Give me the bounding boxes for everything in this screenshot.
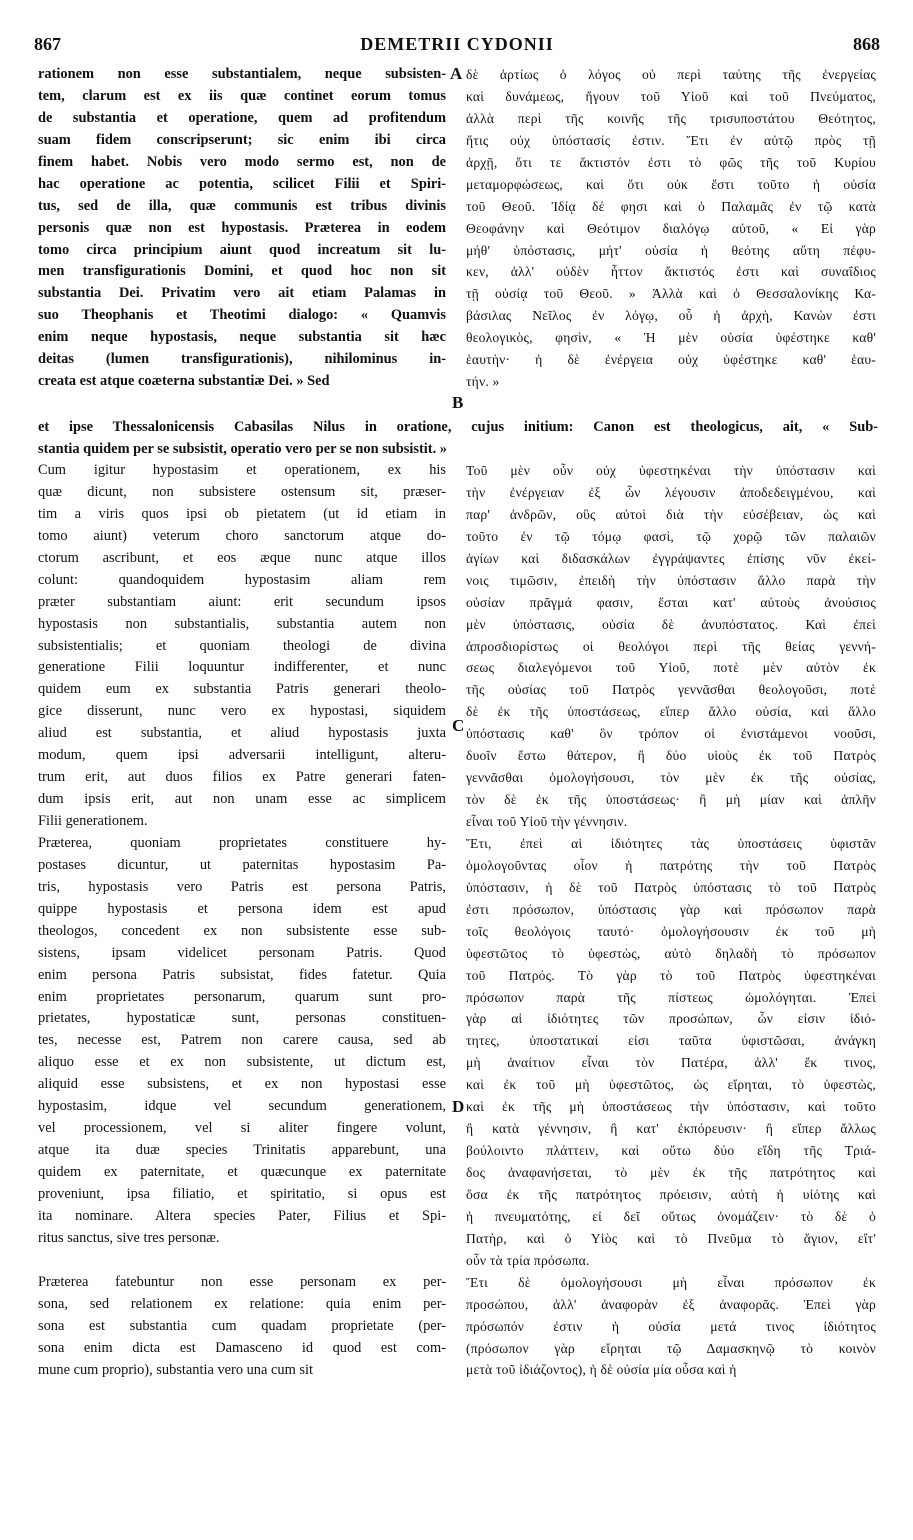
text-line: deitas (lumen transfigurationis), nihilominus in- (38, 351, 446, 368)
text-line: τοῦ Θεοῦ. Ἰδίᾳ δέ φησι καὶ ὁ Παλαμᾶς ἐν τῷ κατὰ (466, 198, 876, 214)
text-line: τῆς οὐσίας τοῦ Πατρὸς γεννᾶσθαι θεολογοῦσι, ποτὲ (466, 682, 876, 698)
text-line: (πρόσωπον γὰρ εἴρηται τῷ Δαμασκηνῷ τὸ κοινὸν (466, 1340, 876, 1356)
text-line: aliquo esse et ex non subsistente, ut dictum est, (38, 1054, 446, 1071)
text-line: Cum igitur hypostasim et operationem, ex his (38, 462, 446, 478)
text-line: πρόσωπον παρὰ τῆς πίστεως ὡμολόγηται. Ἐπεὶ (466, 989, 876, 1005)
text-line: ἑαυτὴν· ἡ δὲ ἐνέργεια οὐχ ὑφέστηκε καθ' ἑαυ- (466, 352, 876, 368)
text-line: ἢ κατὰ γέννησιν, ἢ κατ' ἐκπόρευσιν· ἢ εἴπερ ἄλλως (466, 1121, 876, 1137)
text-line: enim proprietates personarum, quarum sunt pro- (38, 988, 446, 1005)
text-line: aliquid esse subsistens, et ex non hypostasi esse (38, 1076, 446, 1093)
text-line: creata est atque coæterna substantiæ Dei. » Sed (38, 373, 330, 390)
text-line: vel processionem, vel si aliter fingere volunt, (38, 1120, 446, 1137)
text-line: Præterea fatebuntur non esse personam ex per- (38, 1273, 446, 1290)
text-line: παρ' ἀνδρῶν, οὓς αὐτοὶ διὰ τὴν εὐσέβειαν, ὡς καὶ (466, 506, 876, 522)
text-line: τήν. » (466, 374, 500, 390)
text-line: δος ἀναφανήσεται, τὸ μὲν ἐκ τῆς πατρότητος καὶ (466, 1165, 876, 1180)
text-line: postases dicuntur, ut paternitas hypostasim Pa- (38, 856, 446, 873)
text-line: mune cum proprio), substantia vero una cum sit (38, 1361, 313, 1378)
text-line: προσώπου, ἀλλ' ἀναφορὰν ἐξ ἀναφορᾶς. Ἐπεὶ γὰρ (466, 1296, 876, 1312)
text-line: substantia Dei. Privatim vero ait etiam Palamas in (38, 285, 446, 302)
text-line: finem habet. Nobis vero modo sermo est, non de (38, 153, 446, 170)
text-line: tem, clarum est ex iis quæ continet eorum tomus (38, 87, 446, 104)
text-line: ctorum ascribunt, et eos æque nunc atque illos (38, 549, 446, 566)
text-line: δὲ ἀρτίως ὁ λόγος οὐ περὶ ταύτης τῆς ἐνεργείας (466, 67, 876, 82)
text-line: σεως διαλεγόμενοι τοῦ Υἱοῦ, ποτὲ μὲν αὐτὸν ἐκ (466, 660, 876, 676)
latin-column-top (38, 64, 446, 393)
text-line: de substantia et operatione, quem ad profitendum (38, 109, 446, 126)
text-line: ἀπροσδιορίστως οἱ θεολόγοι περὶ τῆς θείας γεννή- (466, 638, 876, 654)
text-line: τοῖς θεολόγοις ταυτό· ὁμολογήσουσιν ἐκ τοῦ μὴ (466, 923, 876, 939)
text-line: ἀρχῇ, ὅτι τε ἄκτιστόν ἐστι τὸ φῶς τῆς τοῦ Κυρίου (466, 154, 876, 170)
text-line: νοις τιμῶσιν, ἐπειδὴ τὴν ὑπόστασιν ἄλλο παρὰ τὴν (466, 572, 876, 588)
text-line: quidem ex paternitate, et quæcunque ex paternitate (38, 1164, 446, 1180)
text-line: ὑφεστῶτος τὸ ὑφεστὼς, αὐτὸ δηλαδὴ τὸ πρόσωπον (466, 945, 876, 961)
text-line: μὲν ὑπόστασις, οὐσία δὲ ἀνυπόστατος. Καὶ ἐπεὶ (466, 616, 876, 632)
text-line: Τοῦ μὲν οὖν οὐχ ὑφεστηκέναι τὴν ὑπόστασιν καὶ (466, 463, 876, 478)
text-line: sistens, ipsam videlicet personam Patris. Quod (38, 944, 446, 961)
running-title: DEMETRII CYDONII (360, 34, 554, 54)
text-line: τητες, ὑποστατικαί εἰσι ταῦτα ὑφιστῶσαι, ἀνάγκη (466, 1033, 876, 1049)
text-line: trum erit, aut duos filios ex Patre generari faten- (38, 769, 446, 786)
text-line: τοῦτο ἐν τῷ τόμῳ φασὶ, τῷ χορῷ τῶν παλαιῶν (466, 528, 876, 544)
text-line: ὅσα ἐκ τῆς πατρότητος πρόεισιν, αὐτὴ ἡ υἱότης καὶ (466, 1186, 876, 1202)
text-line: Ἔτι δὲ ὁμολογήσουσι μὴ εἶναι πρόσωπον ἐκ (466, 1274, 876, 1290)
page-number-left: 867 (34, 34, 61, 54)
text-line: quidem eum ex substantia Patris generari theolo- (38, 681, 446, 698)
text-line: gice disserunt, nunc vero ex hypostasi, siquidem (38, 703, 446, 720)
text-line: personis quæ non est hypostasis. Præterea in eodem (38, 219, 446, 236)
section-marker-d: D (452, 1097, 465, 1116)
text-line: ἡ πνευματότης, εἰ δεῖ οὕτως ὀνομάζειν· τὸ δὲ ὁ (466, 1208, 876, 1224)
text-line: ἐστι πρόσωπον, ὑπόστασις γὰρ καὶ πρόσωπον παρὰ (466, 901, 876, 917)
latin-column-bottom (38, 460, 446, 1381)
text-line: Præterea, quoniam proprietates constituere hy- (38, 834, 446, 851)
text-line: ita nominare. Altera species Pater, Filius et Spi- (38, 1207, 446, 1224)
text-line: tomo aiunt) veterum choro sanctorum atque do- (38, 527, 446, 544)
text-line: sona enim dicta est Damasceno id quod est com- (38, 1339, 446, 1356)
text-line: τῇ οὐσίᾳ τοῦ Θεοῦ. » Ἀλλὰ καὶ ὁ Θεσσαλονίκης Κα- (466, 286, 876, 302)
text-line: tim a viris quos ipsi ob pietatem (ut id etiam in (38, 505, 446, 522)
greek-column-top (466, 64, 876, 393)
spanning-paragraph (38, 417, 878, 461)
text-line: ὑπόστασιν, ἡ δὲ τοῦ Πατρὸς ὑπόστασις τὸ τοῦ Πατρὸς (466, 879, 876, 895)
text-line: δυοῖν ἔστω θάτερον, ἢ δύο υἱοὺς ἐκ τοῦ Πατρὸς (466, 748, 876, 764)
text-line: τὴν ἐνέργειαν ἐξ ὧν λέγουσιν ἀποδεδειγμένου, καὶ (466, 484, 876, 500)
text-line: βούλοιντο πλάττειν, καὶ οὕτω δύο εἴδη τῆς Τριά- (466, 1143, 876, 1159)
text-line: ὁμολογοῦντας οἷον ἡ πατρότης τὴν τοῦ Πατρὸς (466, 857, 876, 873)
text-line: suo Theophanis et Theotimi dialogo: « Quamvis (38, 307, 446, 324)
text-line: θεολογικὸς, φησὶν, « Ἡ μὲν οὐσία ὑφέστηκε καθ' (466, 330, 876, 346)
text-line: rationem non esse substantialem, neque subsisten- (38, 66, 446, 82)
text-line: μεταμορφώσεως, καὶ ὅτι οὐκ ἔστι τοῦτο ἡ οὐσία (466, 176, 876, 192)
text-line: tomo circa principium aiunt quod increatum sit lu- (38, 241, 446, 258)
text-line: Filii generationem. (38, 813, 148, 829)
text-line: atque ita duæ species Trinitatis apparebunt, una (38, 1142, 446, 1159)
text-line: stantia quidem per se subsistit, operatio vero per se non subsistit. » (38, 440, 447, 457)
text-line: κεν, ἀλλ' οὐδὲν ἧττον ἄκτιστός ἐστι καὶ συναΐδιος (466, 264, 876, 280)
text-line: quippe hypostasis et persona idem est apud (38, 900, 446, 917)
text-line: καὶ δυνάμεως, ἤγουν τοῦ Υἱοῦ καὶ τοῦ Πνεύματος, (466, 88, 876, 104)
text-line: καὶ ἐκ τῆς μὴ ὑποστάσεως τὴν ὑπόστασιν, καὶ τοῦτο (466, 1099, 876, 1115)
text-line: Πατὴρ, καὶ ὁ Υἱὸς καὶ τὸ Πνεῦμα τὸ ἅγιον, εἴτ' (466, 1230, 876, 1246)
text-line: hypostasis non substantialis, substantia autem non (38, 615, 446, 632)
text-line: suam fidem conscripserunt; sic enim ibi circa (38, 131, 446, 148)
text-line: οὐσίαν πρᾶγμά φασιν, ἔσται κατ' αὐτοὺς ἀνούσιος (466, 594, 876, 610)
running-header (34, 34, 880, 60)
text-line: Θεοφάνην καὶ Θεότιμον διαλόγῳ αὐτοῦ, « Εἰ γὰρ (466, 220, 876, 236)
text-line: sona est substantia cum quadam proprietate (per- (38, 1317, 446, 1334)
section-marker-a: A (450, 64, 463, 83)
text-line: enim neque hypostasis, neque substantia sit hæc (38, 329, 446, 346)
text-line: μήθ' ὑπόστασις, μήτ' οὐσία ἡ θεότης αὕτη πέφυ- (466, 242, 876, 258)
text-line: ἥτις οὐχ ὑπόστασίς ἐστιν. Ἔτι ἐν αὐτῷ πρὸς τῇ (466, 132, 876, 148)
text-line: præter substantiam aiunt: erit secundum ipsos (38, 593, 446, 610)
text-line: ritus sanctus, sive tres personæ. (38, 1229, 220, 1246)
text-line: enim persona Patris subsistat, fides fatetur. Quia (38, 966, 446, 983)
text-line: τοῦ Πατρός. Τὸ γὰρ τὸ τοῦ Πατρὸς ὑφεστηκέναι (466, 967, 876, 983)
text-line: tris, hypostasis vero Patris est persona Patris, (38, 878, 446, 895)
section-marker-c: C (452, 716, 465, 735)
text-line: εἶναι τοῦ Υἱοῦ τὴν γέννησιν. (466, 814, 628, 829)
text-line: hypostasim, idque vel secundum generationem, (38, 1098, 446, 1115)
text-line: tus, sed de illa, quæ communis est tribus divinis (38, 197, 446, 214)
text-line: generatione Filii loquuntur indifferenter, et nunc (38, 659, 446, 676)
text-line: colunt: quandoquidem hypostasim aliam rem (38, 571, 446, 588)
text-line: δὲ ἐκ τῆς ὑποστάσεως, εἴπερ ἄλλο οὐσία, καὶ ἄλλο (466, 704, 876, 720)
text-line: ἁγίων καὶ διδασκάλων ἐγγράψαντες ἐπίσης νῦν ἐκεί- (466, 550, 876, 566)
greek-column-bottom (466, 460, 876, 1381)
text-line: βάσιλας Νεῖλος ἐν λόγῳ, οὗ ἡ ἀρχὴ, Κανὼν ἐστι (466, 308, 876, 324)
text-line: prietates, hypostaticæ sunt, personas constituen- (38, 1010, 446, 1027)
text-line: sona, sed relationem ex relatione: quia enim per- (38, 1295, 446, 1312)
text-line: men transfigurationis Domini, et quod hoc non sit (38, 263, 446, 280)
text-line: dum ipsis erit, aut non unam esse ac simplicem (38, 791, 446, 808)
text-line: μὴ ἀναίτιον εἶναι τὸν Πατέρα, ἀλλ' ἔκ τινος, (466, 1055, 876, 1071)
text-line: μετὰ τοῦ ἰδιάζοντος), ἡ δὲ οὐσία μία οὖσα καὶ ἡ (466, 1362, 737, 1378)
text-line: τὸν δὲ ἐκ τῆς ὑποστάσεως· ἢ μὴ μίαν καὶ ἁπλῆν (466, 792, 876, 808)
text-line: γὰρ αἱ ἰδιότητες τῶν προσώπων, ὧν εἰσιν ἰδιό- (466, 1011, 876, 1027)
text-line: et ipse Thessalonicensis Cabasilas Nilus in oratione, cujus initium: Canon est theologicus, ait, « Sub- (38, 419, 878, 435)
text-line: πρόσωπόν ἐστιν ἡ οὐσία μετά τινος ἰδιότητος (466, 1318, 876, 1334)
text-line: quæ dicunt, non subsistere ostensum sit, præser- (38, 483, 446, 500)
paragraph-gap (38, 1250, 446, 1272)
text-line: aliud est substantia, et aliud hypostasis juxta (38, 725, 446, 742)
text-line: ἀλλὰ περὶ τῆς κοινῆς τῆς τρισυποστάτου Θεότητος, (466, 110, 876, 126)
text-line: οὖν τὰ τρία πρόσωπα. (466, 1252, 590, 1268)
text-line: theologos, concedent ex non subsistente esse sub- (38, 922, 446, 939)
text-line: ὑπόστασις καθ' ὃν τρόπον οἱ ἐνιστάμενοι νοοῦσι, (466, 726, 876, 742)
page-number-right: 868 (853, 34, 880, 54)
text-line: Ἔτι, ἐπεὶ αἱ ἰδιότητες τὰς ὑποστάσεις ὑφιστᾶν (466, 835, 876, 851)
text-line: proveniunt, ipsa filiatio, et spiritatio, si opus est (38, 1185, 446, 1202)
text-line: hac operatione ac potentia, scilicet Filii et Spiri- (38, 175, 446, 192)
text-line: γεννᾶσθαι ὁμολογήσουσι, τὸν μὲν ἐκ τῆς οὐσίας, (466, 770, 876, 786)
text-line: tes, necesse est, Patrem non carere causa, sed ab (38, 1032, 446, 1049)
text-line: καὶ ἐκ τοῦ μὴ ὑφεστῶτος, ὡς εἴρηται, τὸ ὑφεστὼς, (466, 1077, 876, 1093)
text-line: modum, quem ipsi adversarii intelligunt, alteru- (38, 747, 446, 764)
section-marker-b: B (452, 393, 464, 412)
text-line: subsistentialis; et quoniam theologi de divina (38, 637, 446, 654)
